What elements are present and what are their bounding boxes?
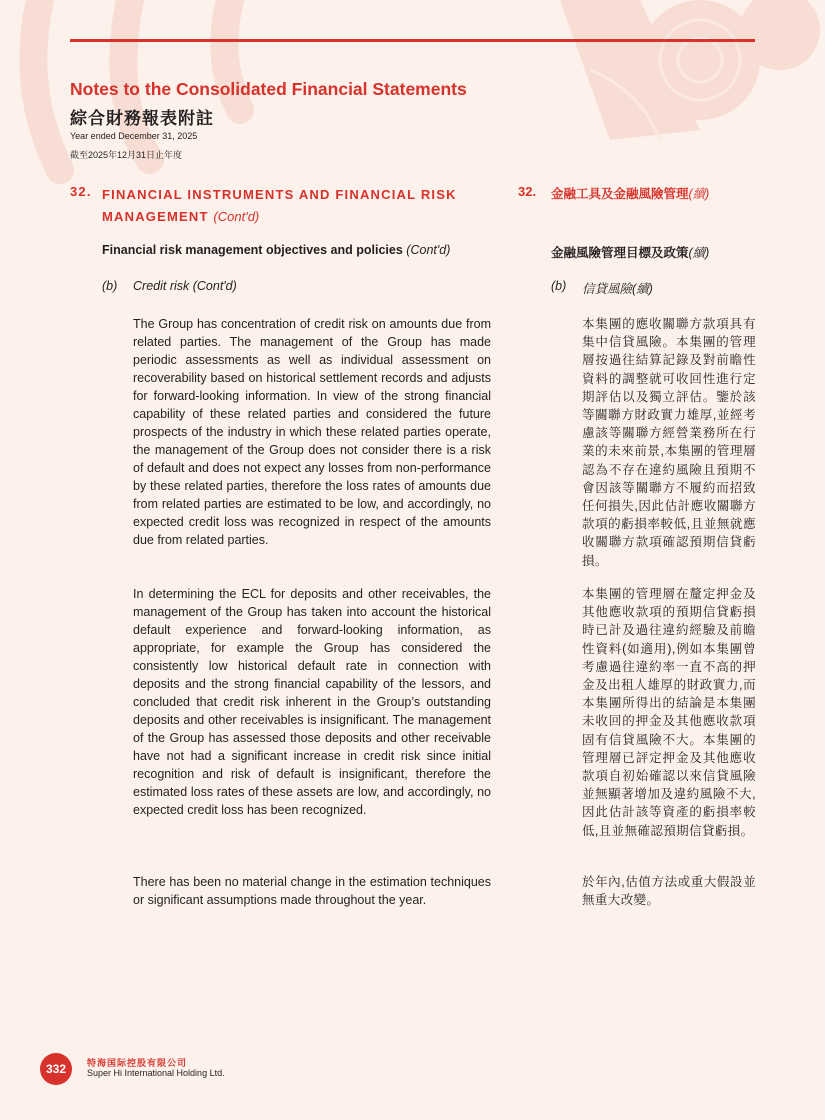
subsection-cont-en: (Cont'd) — [406, 243, 451, 257]
subsection-title-en — [102, 243, 450, 257]
section-title-en-text: FINANCIAL INSTRUMENTS AND FINANCIAL RISK MANAGEMENT — [102, 187, 457, 224]
period-cn: 截至2025年12月31日止年度 — [70, 150, 183, 160]
section-cont-en: (Cont'd) — [213, 209, 260, 224]
item-label-en: (b) — [102, 279, 118, 293]
paragraph-cn-2: 本集團的管理層在釐定押金及其他應收款項的預期信貸虧損時已計及過往違約經驗及前瞻性資料(如適用),例如本集團曾考慮過往違約率一直不高的押金及出租人雄厚的財政實力,而本集團所得出的結論是本集團未收回的押金及其他應收款項固有信貸風險不大。本集團的管理層已評定押金及其他應收款項自初始確認以來信貸風險並無顯著增加及違約風險不大,因此估計該等資產的虧損率較低,且並無確認預期信貸虧損。 — [582, 587, 756, 838]
period-en: Year ended December 31, 2025 — [70, 131, 198, 141]
paragraph-en-1: The Group has concentration of credit risk on amounts due from related parties. The management of the Group has made periodic assessments as well as individual assessment on recoverability based on historical settlement records and adjusts for forward-looking information. In view of the strong financial capability of these related parties and considered the future prospects of the industry in which these related parties operate, the management of the Group does not consider there is a risk of default and does not expect any losses from non-performance by these related parties, therefore the loss rates of amounts due from related parties are estimated to be low, and accordingly, no expected credit loss was recognized in respect of the amounts due from related parties. — [133, 317, 491, 547]
paragraph-en-3: There has been no material change in the estimation techniques or significant assumptions made throughout the year. — [133, 875, 491, 907]
section-title-cn-text: 金融工具及金融風險管理 — [551, 187, 689, 201]
paragraph-cn-3: 於年內,估值方法或重大假設並無重大改變。 — [582, 875, 756, 908]
paragraph-en-2: In determining the ECL for deposits and other receivables, the management of the Group has taken into account the historical default experience and forward-looking information, as appropriate, for example the Group has considered the consistently low historical default rate in connection with deposits and the strong financial capability of the lessors, and concluded that credit risk inherent in the Group’s outstanding deposits and other receivables is insignificant. The management of the Group has assessed those deposits and other receivable have not had a significant increase in credit risk since initial recognition and risk of default is insignificant, therefore the estimated loss rates of these assets are low, and accordingly, no expected credit loss has been recognized. — [133, 587, 491, 817]
section-title-cn — [551, 184, 709, 202]
top-rule — [70, 39, 755, 42]
section-number-cn: 32. — [518, 184, 537, 199]
footer-company-en: Super Hi International Holding Ltd. — [87, 1068, 225, 1078]
section-cont-cn: (續) — [688, 187, 710, 201]
section-number-en: 32. — [70, 184, 92, 199]
item-heading-en: Credit risk (Cont'd) — [133, 279, 237, 293]
page-title-en: Notes to the Consolidated Financial Statements — [70, 79, 467, 99]
page-title-cn: 綜合財務報表附註 — [70, 109, 214, 128]
page-number-badge: 332 — [40, 1053, 72, 1085]
section-title-en — [102, 184, 494, 228]
subsection-title-cn — [551, 243, 709, 261]
paragraph-cn-1: 本集團的應收關聯方款項具有集中信貸風險。本集團的管理層按過往結算記錄及對前瞻性資料的調整就可收回性進行定期評估以及獨立評估。鑒於該等關聯方財政實力雄厚,並經考慮該等關聯方經營業務所在行業的未來前景,本集團的管理層認為不存在違約風險且預期不會因該等關聯方不履約而招致任何損失,因此估計應收關聯方款項的虧損率較低,且並無就應收關聯方款項確認預期信貸虧損。 — [582, 317, 756, 568]
subsection-cont-cn: (續) — [688, 246, 710, 260]
subsection-title-en-text: Financial risk management objectives and policies — [102, 243, 403, 257]
item-label-cn: (b) — [551, 279, 567, 293]
footer-company-cn: 特海国际控股有限公司 — [87, 1058, 188, 1068]
subsection-title-cn-text: 金融風險管理目標及政策 — [551, 246, 689, 260]
item-heading-cn: 信貸風險(續) — [582, 282, 653, 296]
